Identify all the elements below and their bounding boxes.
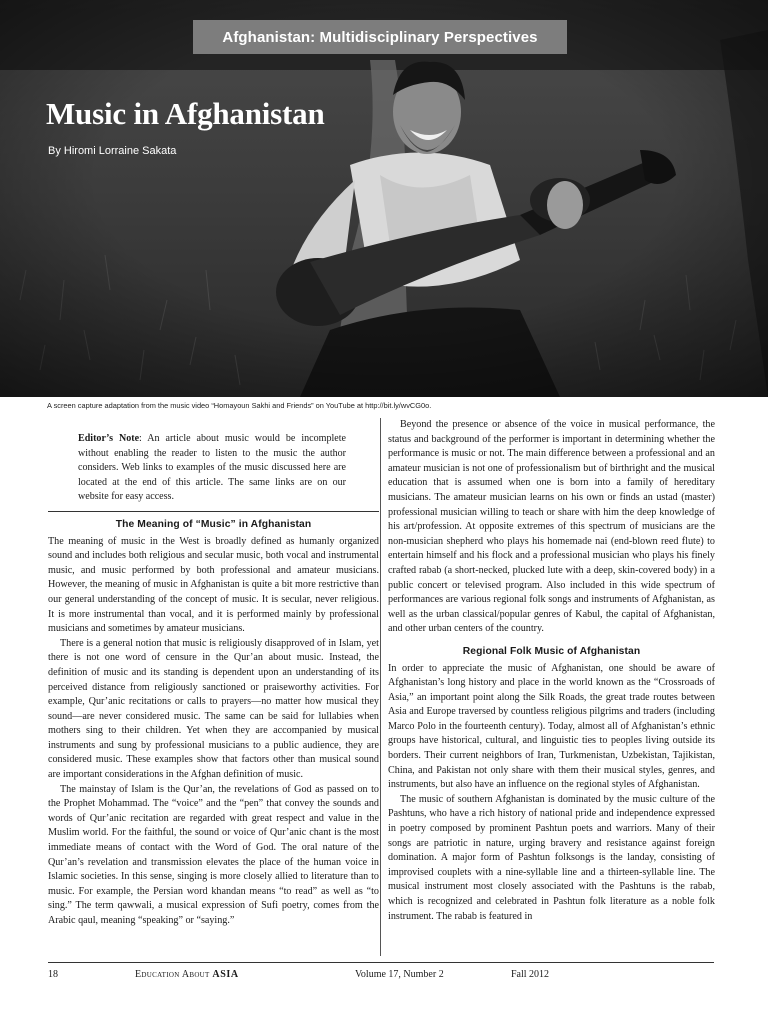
paragraph: The mainstay of Islam is the Qur’an, the revelations of God as passed on to the Prophet Mohammad. The “voice” and the “pen” that convey the sounds and words of Qur’anic recitation are regarded with great respect and value in the Muslim world. For the faithful, the sound or voice of Qur’anic chant is the most immediate means of contact with the Word of God. The oral nature of the Qur’an’s revelation and transmission elevates the place of the human voice in Islamic societies. In this sense, singing is more closely allied to literature than to music. For example, the Persian word khandan means “to read” as well as “to sing.” The term qawwali, a musical expression of Sufi poetry, comes from the Arabic qaul, meaning “speaking” or “saying.” [48, 783, 379, 926]
footer-divider [48, 962, 714, 963]
page-number: 18 [48, 969, 58, 980]
paragraph: The meaning of music in the West is broadly defined as humanly organized sound and includes both religious and secular music, both vocal and instrumental music, and music performed by both professional and amateur musicians. However, the meaning of music in Afghanistan is quite a bit more restrictive than our general understanding of the concept of music. It is secular, never religious. It is more instrumental than vocal, and it is performed mainly by professional musicians and sometimes by amateur musicians. [48, 535, 379, 635]
section-heading-regional: Regional Folk Music of Afghanistan [462, 645, 641, 657]
hero-photo [0, 0, 768, 397]
paragraph: The music of southern Afghanistan is dominated by the music culture of the Pashtuns, who have a rich history of national pride and independence expressed in poetry composed by prominent Pashtun poets and warriors. Many of their songs are patriotic in nature, urging bravery and resistance against foreign domination. A major form of Pashtun folksongs is the landay, consisting of improvised couplets with a nine-syllable line and a thirteen-syllable line. The musical instrument most closely associated with the Pashtuns is the rabab, which is recognized and celebrated in Pashtun folk literature as a noble folk instrument. The rabab is featured in [388, 793, 715, 922]
editors-note-text: : An article about music would be incomplete without enabling the reader to listen to the music the author considers. Web links to examples of the music discussed here are located at the end of this article. The same links are on our website for easy access. [78, 433, 346, 503]
issue-date: Fall 2012 [511, 969, 550, 980]
byline: By Hiromi Lorraine Sakata [48, 145, 177, 157]
journal-name [135, 969, 239, 980]
editors-note-label: Editor’s Note [78, 433, 140, 444]
right-column [388, 418, 715, 924]
paragraph: There is a general notion that music is religiously disapproved of in Islam, yet there is not one word of censure in the Qur’an about music. Instead, the definition of music and its standing is dependent upon an understanding of its perceived distance from religiously sanctioned or praiseworthy activities. For example, Qur’anic recitations or calls to prayers—no matter how musical they sound—are never considered music. The same can be said for lullabies when mothers sing to their children. Yet when they are accompanied by musical instruments and sung by professional musicians to a public audience, they are considered music. These examples show that factors other than musical sound are important considerations in the Afghan definition of music. [48, 637, 379, 781]
journal-prefix: Education About [135, 969, 210, 980]
musician-photo-illustration [0, 0, 768, 397]
note-divider [48, 511, 379, 512]
series-banner [193, 20, 567, 54]
section-heading-meaning: The Meaning of “Music” in Afghanistan [115, 518, 312, 530]
editors-note [78, 432, 346, 505]
paragraph: In order to appreciate the music of Afghanistan, one should be aware of Afghanistan’s long history and place in the world known as the “Crossroads of Asia,” an important point along the Silk Roads, the great trade routes between Asia and Europe traversed by countless religious pilgrims and traders (including Marco Polo in the fourteenth century). Today, almost all of Afghanistan’s ethnic groups have historical, cultural, and linguistic ties to peoples living outside its borders. Their current neighbors of Iran, Turkmenistan, Uzbekistan, Tajikistan, China, and Pakistan not only share with them their musical styles, genres, and instruments, but also have an influence on the regional styles of Afghanistan. [388, 662, 715, 791]
journal-asia: ASIA [212, 969, 239, 980]
left-column [48, 418, 379, 929]
series-title: Afghanistan: Multidisciplinary Perspectives [222, 28, 538, 46]
volume-info: Volume 17, Number 2 [355, 969, 444, 980]
paragraph: Beyond the presence or absence of the voice in musical performance, the status and background of the performer is important in determining whether the performance is music or not. The main difference between a professional and an amateur musician is not one of professionalism but of birthright and the musical education that is assumed when one is born into a family of hereditary musicians. The amateur musician learns on his own or finds an ustad (master) professional musician willing to teach or share with him the deep knowledge of his art/profession. At opposite extremes of this spectrum of musicians are the non-musician shepherd who plays his homemade nai (end-blown reed flute) to entertain himself and his flock and a professional musician who plays his finely crafted rabab (a short-necked, plucked lute with a deep, skin-covered body) in a public concert or televised program. Also included in this wide spectrum of performances are various regional folk songs and instruments of Afghanistan, as well as the urban classical/popular genres of Kabul, the capital of Afghanistan, and other urban centers of the country. [388, 419, 715, 635]
column-divider [380, 418, 381, 956]
article-title: Music in Afghanistan [46, 96, 325, 131]
photo-caption: A screen capture adaptation from the music video “Homayoun Sakhi and Friends” on YouTube at http://bit.ly/wvCG0o. [47, 401, 432, 410]
